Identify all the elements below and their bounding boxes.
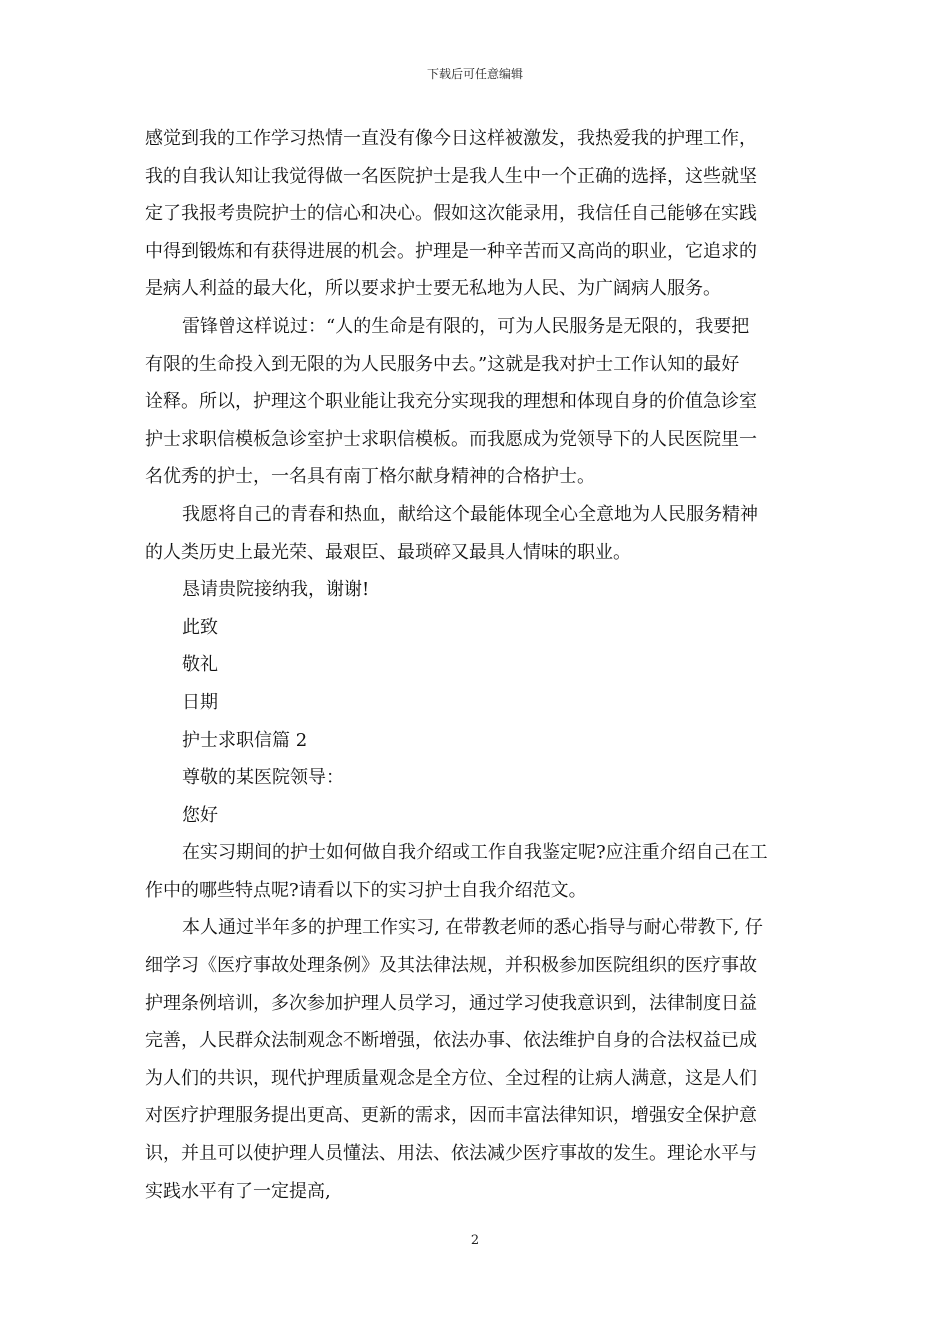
page-header: 下载后可任意编辑 [426,67,523,81]
text-line: 此致 [182,616,218,638]
text-line: 中得到锻炼和有获得进展的机会。护理是一种辛苦而又高尚的职业，它追求的 [145,240,757,262]
text-line: 诠释。所以，护理这个职业能让我充分实现我的理想和体现自身的价值急诊室 [145,391,757,413]
text-line: 是病人利益的最大化，所以要求护士要无私地为人民、为广阔病人服务。 [145,278,721,300]
text-line: 本人通过半年多的护理工作实习, 在带教老师的悉心指导与耐心带教下, 仔 [182,917,763,939]
text-line: 您好 [182,804,218,826]
text-line: 实践水平有了一定提高, [145,1180,331,1202]
text-line: 雷锋曾这样说过：“人的生命是有限的，可为人民服务是无限的，我要把 [182,315,750,337]
text-line: 护理条例培训，多次参加护理人员学习，通过学习使我意识到，法律制度日益 [145,992,757,1014]
text-line: 我的自我认知让我觉得做一名医院护士是我人生中一个正确的选择，这些就坚 [145,165,757,187]
text-line: 名优秀的护士，一名具有南丁格尔献身精神的合格护士。 [145,466,595,488]
text-line: 恳请贵院接纳我，谢谢! [182,579,370,601]
text-line: 作中的哪些特点呢?请看以下的实习护士自我介绍范文。 [145,879,587,901]
document-body [145,120,809,1210]
text-line: 在实习期间的护士如何做自我介绍或工作自我鉴定呢?应注重介绍自己在工 [182,842,768,864]
text-line: 对医疗护理服务提出更高、更新的需求，因而丰富法律知识，增强安全保护意 [145,1105,757,1127]
section-heading: 护士求职信篇 2 [182,729,308,751]
text-line: 敬礼 [182,654,218,676]
text-line: 为人们的共识，现代护理质量观念是全方位、全过程的让病人满意，这是人们 [145,1067,757,1089]
text-line: 识，并且可以使护理人员懂法、用法、依法减少医疗事故的发生。理论水平与 [145,1143,757,1165]
text-line: 尊敬的某医院领导： [182,767,344,789]
text-line: 感觉到我的工作学习热情一直没有像今日这样被激发，我热爱我的护理工作， [145,128,757,149]
text-line: 完善，人民群众法制观念不断增强，依法办事、依法维护自身的合法权益已成 [145,1030,757,1052]
text-line: 细学习《医疗事故处理条例》及其法律法规，并积极参加医院组织的医疗事故 [145,955,757,977]
text-line: 我愿将自己的青春和热血，献给这个最能体现全心全意地为人民服务精神 [182,503,758,525]
text-line: 护士求职信模板急诊室护士求职信模板。而我愿成为党领导下的人民医院里一 [145,428,757,450]
text-line: 有限的生命投入到无限的为人民服务中去。”这就是我对护士工作认知的最好 [145,353,740,375]
text-line: 定了我报考贵院护士的信心和决心。假如这次能录用，我信任自己能够在实践 [145,203,757,225]
text-line: 日期 [182,691,218,713]
page-number: 2 [470,1233,480,1248]
text-line: 的人类历史上最光荣、最艰臣、最琐碎又最具人情味的职业。 [145,541,631,563]
